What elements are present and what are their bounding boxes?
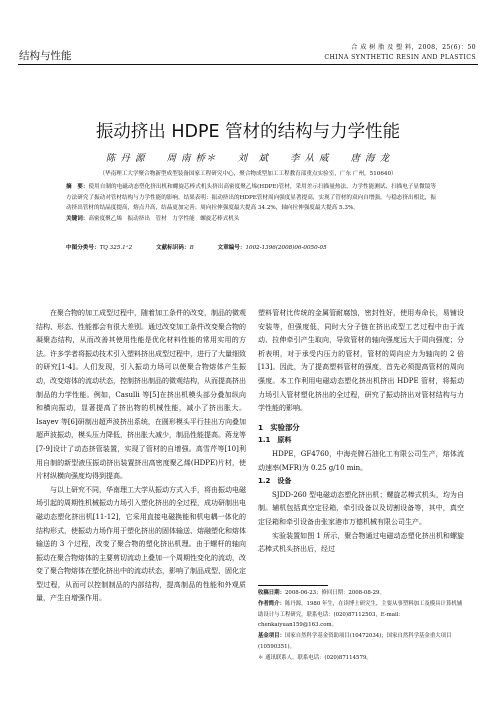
- bio-text: 陈丹源，1980 年生，在读博士研究生，主要从事塑料加工及模具计算机辅助设计与工程研究，联系电话：(020)87112503，E-mail：chenkaiyuan159@163.com。: [258, 600, 463, 629]
- body-paragraph: 在聚合物的加工成型过程中，随着加工条件的改变，制品的微观结构、形态、性能都会有很大差别。通过改变加工条件改变聚合物的凝聚态结构，从而改善其使用性能是优化材料性能的常用实用的方法。许多学者将振动技术引入塑料挤出成型过程中，进行了大量细致的研究[1-4]。人们发现，引入振动力场可以使聚合物熔体产生振动，改变熔体的流动状态，控制挤出制品的微观结构，从而提高挤出制品的力学性能。例如，Casulli 等[5]在挤出机模头部分叠加纵向和横向振动，显著提高了挤出物的机械性能，减小了挤出胀大。Isayev 等[6]研制出超声波挤出系统，在圆形模头平行挂出方向叠加超声波振动，模头压力降低，挤出胀大减少，制品性能提高。蒋龙等[7-9]设计了动态挤管装置，实现了管材的自增强。高雪芹等[10]利用自制的新型液压振动挤出装置挤出高密度聚乙烯(HDPE)片材，使片材纵横向强度均得到提高。: [36, 309, 246, 481]
- body-paragraph: HDPE，GF4760，中海壳牌石油化工有限公司生产，熔体流动速率(MFR)为 0.25 g/10 min。: [258, 449, 464, 472]
- article-no-value: 1002-1396(2008)06-0050-05: [245, 245, 327, 251]
- body-column-left: [36, 307, 246, 606]
- received-label: 收稿日期：: [258, 590, 285, 596]
- section-heading: 1 实验部分: [258, 422, 300, 432]
- body-paragraph: SJDD-260 型电磁动态塑化挤出机；螺旋芯棒式机头，均为自制。辅机包括真空定径箱，牵引设备以及切割设备等，其中，真空定径箱和牵引设备由张家港市万德机械有限公司生产。: [258, 490, 464, 526]
- subsection-heading: 1.2 设备: [258, 477, 292, 486]
- doc-code-label: 文献标识码：: [155, 245, 190, 251]
- affiliation: （华南理工大学聚合物新型成型装备国家工程研究中心，聚合物成型加工工程教育部重点实验室，广东 广州，510640）: [99, 171, 397, 177]
- journal-english-name: CHINA SYNTHETIC RESIN AND PLASTICS: [324, 54, 476, 61]
- classification-line: [66, 243, 436, 251]
- footnote-block: [258, 588, 464, 664]
- paper-title: 振动挤出 HDPE 管材的结构与力学性能: [95, 122, 401, 142]
- body-column-right: [258, 307, 464, 557]
- footnote-rule: [258, 585, 328, 586]
- fund-label: 基金项目：: [258, 633, 285, 640]
- abstract-text: 使用自制的电磁动态塑化挤出机和螺旋芯棒式机头挤出高密度聚乙烯(HDPE)管材，采用差示扫描量热法、力学性能测试、扫描电子显微镜等方法研究了振动对管材结构与力学性能的影响。结果表明：振动挤出的HDPE管材周向强度显著提高，实现了管材的双向自增强，与稳态挤出相比，振动挤出管材的结晶度提高，熔点升高，结晶更加完善；周向拉伸强度最大提高 34.2%，轴向拉伸强度最大提高 5.3%。: [66, 184, 436, 212]
- keywords-text: 高密度聚乙烯 振动挤出 管材 力学性能 螺旋芯棒式机头: [88, 216, 240, 223]
- abstract-block: [66, 182, 436, 225]
- subsection-heading: 1.1 原料: [258, 436, 292, 445]
- doc-code-value: B: [189, 245, 194, 251]
- clc-label: 中图分类号：: [66, 245, 100, 251]
- keywords-label: 关键词：: [66, 216, 89, 223]
- author-list: 陈 丹 源 周 南 桥＊ 刘 斌 李 从 威 唐 海 龙: [105, 153, 391, 164]
- body-paragraph: 实验装置如图 1 所示，聚合物通过电磁动态塑化挤出机和螺旋芯棒式机头挤出后，经过: [258, 531, 464, 554]
- received-text: 2008-06-23；修回日期：2008-08-29。: [284, 590, 385, 596]
- contact-note: ＊ 通讯联系人。联系电话：(020)87114579。: [258, 654, 372, 661]
- fund-text: 国家自然科学基金资助项目(10472034)；国家自然科学基金重大项目(10590351)。: [258, 633, 452, 650]
- journal-section-label: 结构与性能: [19, 50, 72, 62]
- abstract-label: 摘 要：: [66, 184, 89, 190]
- header-rule: [18, 64, 478, 65]
- journal-info: [324, 43, 476, 63]
- bio-label: 作者简介：: [258, 600, 285, 607]
- body-paragraph: 塑料管材比传统的金属管耐腐蚀，密封性好，使用寿命长，易铺设安装等，但强度低，同时大分子链在挤出成型工艺过程中由于流动、拉伸牵引产生取向，导致管材的轴向强度远大于周向强度；分析表明，对于承受内压力的管材，管材的周向应力为轴向的 2 倍[13]。因此，为了提高塑料管材的强度，首先必须提高管材的周向强度。本工作利用电磁动态塑化挤出机挤出 HDPE 管材，将振动力场引入管材塑化挤出的全过程，研究了振动挤出对管材结构与力学性能的影响。: [258, 309, 464, 413]
- article-no-label: 文章编号：: [217, 245, 246, 251]
- journal-citation: 合 成 树 脂 及 塑 料，2008，25(6)：50: [351, 44, 476, 51]
- body-paragraph: 与以上研究不同，华南理工大学从振动方式入手，将由振动电磁场引起的周期性机械振动力场引入塑化挤出的全过程，成功研制出电磁动态塑化挤出机[11-12]，它采用直接电磁换能和机电耦一体化的结构形式，使振动力场作用于塑化挤出的固体输送、熔融塑化和熔体输送的 3 个过程，改变了聚合物的塑化挤出机理。由于螺杆的轴向振动在聚合物熔体的主要剪切流动上叠加一个周期性变化的流动，改变了聚合物熔体在塑化挤出中的流动状态，影响了制品成型、固化定型过程，从而可以控制制品的内部结构，提高制品的性能和外观质量，产生自增强作用。: [36, 485, 246, 603]
- clc-value: TQ 325.1⁺2: [99, 245, 133, 251]
